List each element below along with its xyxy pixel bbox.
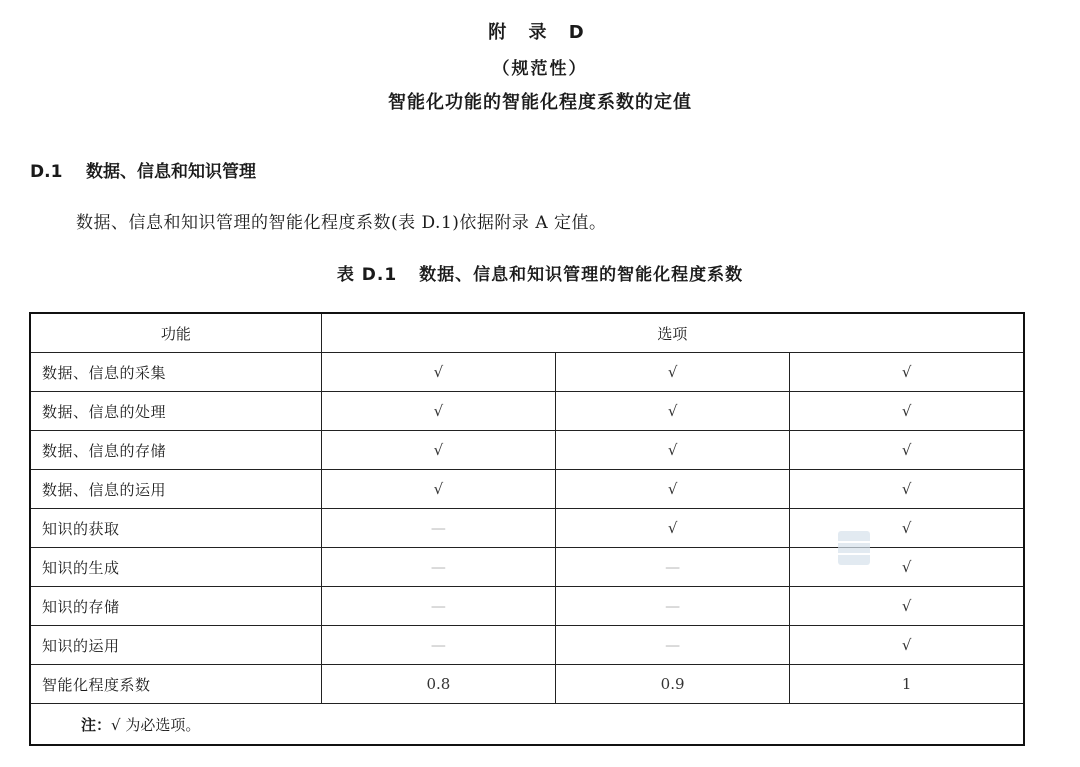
appendix-subtitle: （规范性）	[492, 59, 588, 79]
table-note-row	[30, 704, 1024, 746]
section-title: 数据、信息和知识管理	[86, 162, 256, 182]
option-cell: —	[556, 548, 790, 587]
section-number: D.1	[30, 162, 63, 182]
option-cell: √	[321, 470, 555, 509]
table-row	[30, 353, 1024, 392]
option-cell: —	[321, 509, 555, 548]
option-cell: 0.9	[556, 665, 790, 704]
table-row	[30, 392, 1024, 431]
table-row	[30, 509, 1024, 548]
table-caption-title: 数据、信息和知识管理的智能化程度系数	[419, 265, 744, 285]
option-cell: 0.8	[321, 665, 555, 704]
option-cell: √	[321, 392, 555, 431]
coefficient-table	[29, 312, 1025, 746]
option-cell: √	[556, 353, 790, 392]
option-cell: √	[321, 431, 555, 470]
appendix-title: 附 录 D	[488, 22, 592, 43]
function-cell: 数据、信息的存储	[30, 431, 321, 470]
header-options: 选项	[321, 313, 1024, 353]
table-note	[30, 704, 1024, 746]
function-cell: 数据、信息的运用	[30, 470, 321, 509]
header-function: 功能	[30, 313, 321, 353]
function-cell: 知识的运用	[30, 626, 321, 665]
option-cell: √	[556, 509, 790, 548]
table-row	[30, 431, 1024, 470]
note-text: √ 为必选项。	[111, 715, 201, 734]
option-cell: —	[556, 626, 790, 665]
option-cell: —	[321, 626, 555, 665]
option-cell: √	[556, 392, 790, 431]
section-paragraph: 数据、信息和知识管理的智能化程度系数(表 D.1)依据附录 A 定值。	[76, 213, 607, 233]
table-row	[30, 587, 1024, 626]
table-row	[30, 548, 1024, 587]
watermark-icon	[838, 531, 870, 565]
function-cell: 数据、信息的处理	[30, 392, 321, 431]
function-cell: 知识的获取	[30, 509, 321, 548]
option-cell: √	[790, 431, 1024, 470]
option-cell: √	[321, 353, 555, 392]
function-cell: 智能化程度系数	[30, 665, 321, 704]
table-row	[30, 665, 1024, 704]
table-row	[30, 470, 1024, 509]
option-cell: √	[556, 470, 790, 509]
option-cell: √	[790, 470, 1024, 509]
option-cell: √	[790, 392, 1024, 431]
option-cell: √	[556, 431, 790, 470]
option-cell: √	[790, 509, 1024, 548]
option-cell: √	[790, 353, 1024, 392]
table-caption	[0, 260, 1080, 285]
function-cell: 知识的生成	[30, 548, 321, 587]
option-cell: —	[556, 587, 790, 626]
function-cell: 知识的存储	[30, 587, 321, 626]
table-header-row	[30, 313, 1024, 353]
option-cell: 1	[790, 665, 1024, 704]
option-cell: √	[790, 587, 1024, 626]
option-cell: —	[321, 587, 555, 626]
section-heading	[30, 157, 256, 182]
note-label: 注：	[81, 715, 112, 734]
function-cell: 数据、信息的采集	[30, 353, 321, 392]
option-cell: —	[321, 548, 555, 587]
option-cell: √	[790, 626, 1024, 665]
appendix-heading: 智能化功能的智能化程度系数的定值	[388, 92, 692, 113]
table-caption-number: 表 D.1	[336, 265, 398, 285]
table-row	[30, 626, 1024, 665]
option-cell: √	[790, 548, 1024, 587]
